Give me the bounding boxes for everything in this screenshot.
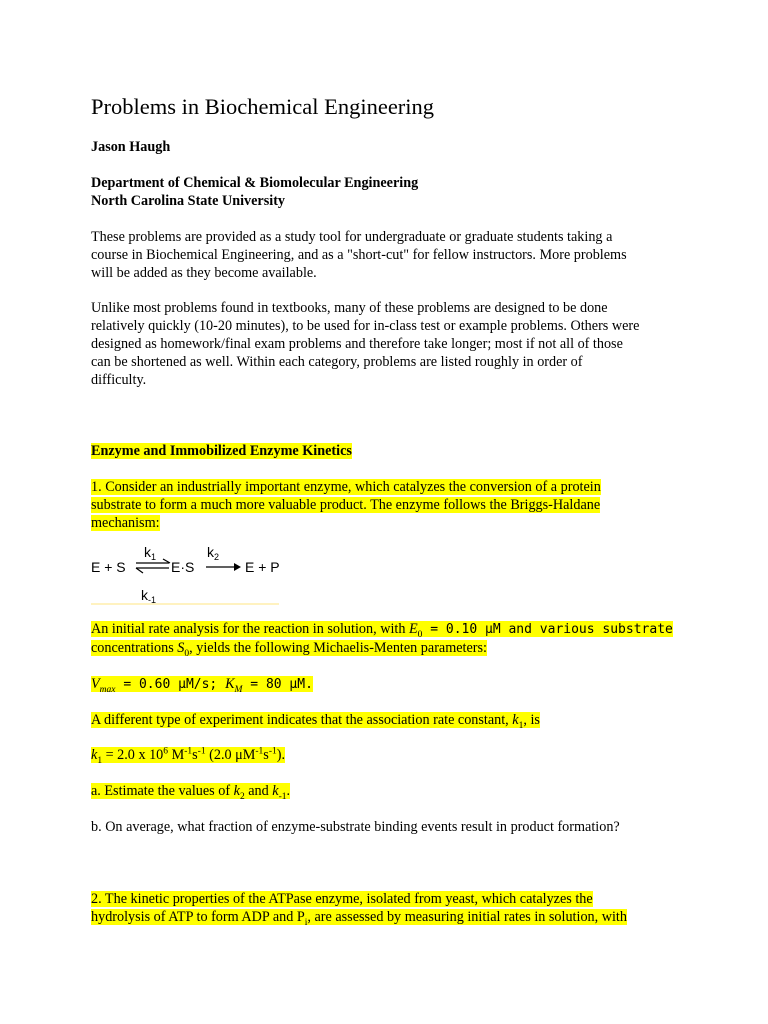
- complex-label: E·S: [171, 559, 195, 575]
- intro-p2-line: Unlike most problems found in textbooks, many of these problems are designed to be done: [91, 300, 608, 316]
- k2-label: $k_2$: [207, 544, 220, 562]
- k1-value: $k_1 = 2.0$ x $10^6$ $M^{-1}s^{-1}$ (2.0 $\mu M^{-1}s^{-1}$).: [91, 746, 286, 766]
- problem-1-line: substrate to form a much more valuable product. The enzyme follows the Briggs-Haldane: [91, 497, 601, 513]
- question-b: b. On average, what fraction of enzyme-substrate binding events result in product formation?: [91, 819, 620, 835]
- forward-arrow: [206, 563, 241, 571]
- intro-paragraph-1: [91, 228, 691, 282]
- initial-rate-paragraph: An initial rate analysis for the reaction in solution, with $E_0 = 0.10$ μM and various substrate concentrations $S_0$, yields the following Michaelis-Menten parameters:: [91, 621, 673, 659]
- question-a: a. Estimate the values of $k_2$ and $k_{-1}$.: [91, 783, 291, 802]
- intro-p1-line: These problems are provided as a study tool for undergraduate or graduate students taking a: [91, 229, 613, 245]
- intro-paragraph-2: [91, 299, 691, 389]
- problem-1-line: 1. Consider an industrially important enzyme, which catalyzes the conversion of a protein: [91, 479, 601, 495]
- problem-2-statement: 2. The kinetic properties of the ATPase enzyme, isolated from yeast, which catalyzes the hydrolysis of ATP to form ADP and $P_i$, are assessed by measuring initial rates in solution, with: [91, 891, 627, 928]
- affiliation: [91, 174, 691, 210]
- intro-p2-line: difficulty.: [91, 372, 147, 388]
- university-line: North Carolina State University: [91, 193, 286, 209]
- section-heading-text: Enzyme and Immobilized Enzyme Kinetics: [91, 443, 352, 459]
- intro-p1-line: course in Biochemical Engineering, and as a "short-cut" for fellow instructors. More problems: [91, 247, 627, 263]
- problem-1-statement: [91, 478, 691, 532]
- reactants-label: E + S: [91, 559, 126, 575]
- reaction-mechanism-diagram: [91, 543, 281, 605]
- intro-p2-line: can be shortened as well. Within each category, problems are listed roughly in order of: [91, 354, 583, 370]
- products-label: E + P: [245, 559, 280, 575]
- page-title: Problems in Biochemical Engineering: [91, 94, 435, 119]
- association-rate-sentence: A different type of experiment indicates that the association rate constant, $k_1$, is: [91, 712, 540, 731]
- department-line: Department of Chemical & Biomolecular Engineering: [91, 175, 419, 191]
- section-heading: [91, 442, 691, 460]
- problem-1-line: mechanism:: [91, 515, 160, 531]
- michaelis-menten-parameters: $V_{max} = 0.60$ μM/s; $K_M = 80$ μM.: [91, 676, 313, 695]
- k-minus-1-label: $k_{-1}$: [141, 587, 157, 605]
- intro-p2-line: designed as homework/final exam problems and therefore take longer; most if not all of those: [91, 336, 623, 352]
- intro-p2-line: relatively quickly (10-20 minutes), to be used for in-class test or example problems. Others were: [91, 318, 640, 334]
- k1-label: $k_1$: [144, 544, 157, 562]
- author-name: Jason Haugh: [91, 139, 171, 155]
- intro-p1-line: will be added as they become available.: [91, 265, 317, 281]
